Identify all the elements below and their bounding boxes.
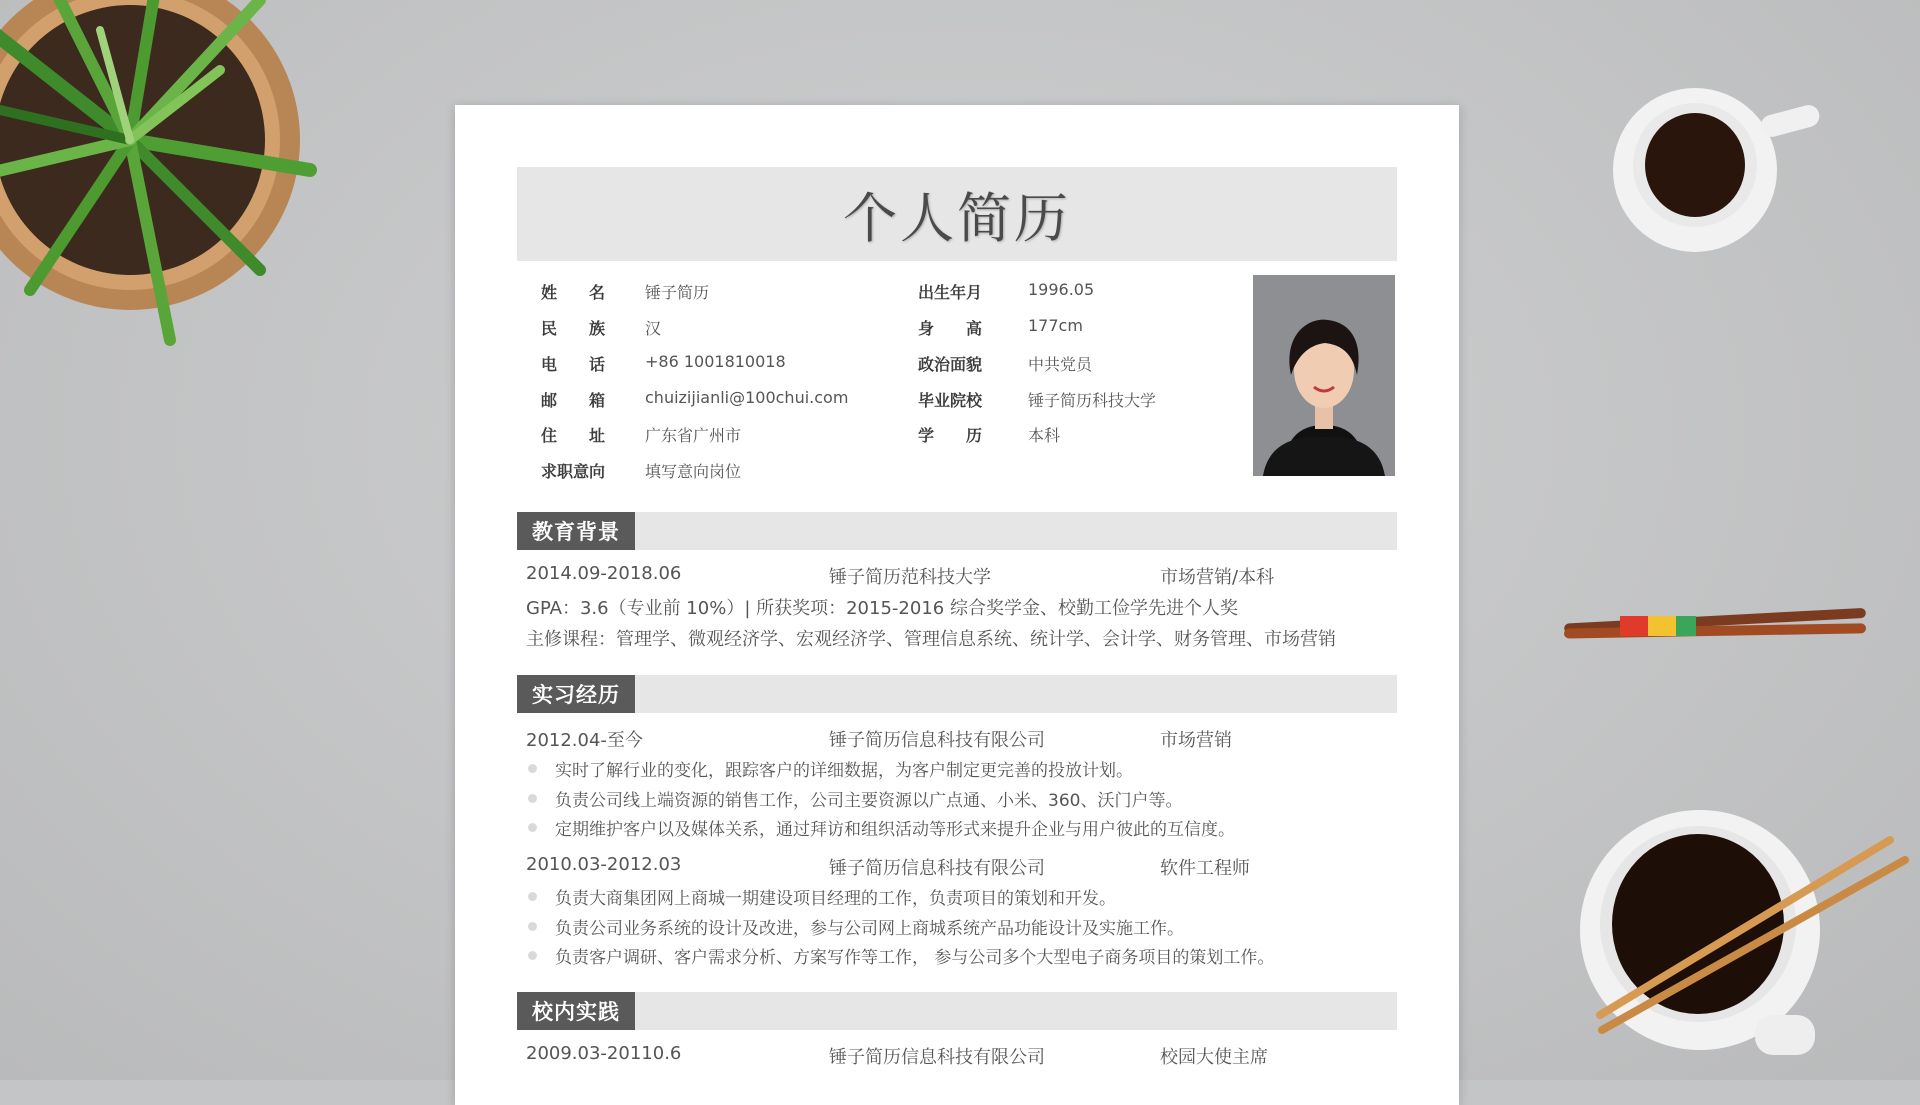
info-value: 填写意向岗位: [645, 462, 742, 481]
campus-company: 锤子简历信息科技有限公司: [829, 1047, 1045, 1068]
edu-major: 市场营销/本科: [1160, 567, 1275, 588]
info-value: 广东省广州市: [645, 426, 742, 445]
job-period: 2012.04-至今: [526, 730, 643, 751]
info-label: 电 话: [541, 355, 606, 374]
info-value: 1996.05: [1028, 280, 1095, 299]
bullet-dot: [528, 764, 537, 773]
info-value: 锤子简历: [645, 283, 710, 302]
info-label: 学 历: [918, 426, 983, 445]
job-bullet: 负责大商集团网上商城一期建设项目经理的工作，负责项目的策划和开发。: [555, 889, 1116, 909]
bullet-dot: [528, 823, 537, 832]
info-label: 住 址: [541, 426, 606, 445]
section-heading: 校内实践: [517, 992, 635, 1030]
section-internship: [517, 675, 1397, 713]
potted-plant-icon: [0, 0, 350, 360]
section-education: [517, 512, 1397, 550]
job-bullet: 负责客户调研、客户需求分析、方案写作等工作， 参与公司多个大型电子商务项目的策划工作。: [555, 948, 1275, 968]
section-heading: 教育背景: [517, 512, 635, 550]
portrait-icon: [1253, 275, 1395, 476]
bullet-dot: [528, 922, 537, 931]
job-bullet: 实时了解行业的变化，跟踪客户的详细数据，为客户制定更完善的投放计划。: [555, 761, 1133, 781]
info-value: 汉: [645, 319, 662, 338]
section-campus: [517, 992, 1397, 1030]
job-company: 锤子简历信息科技有限公司: [829, 858, 1045, 879]
info-value: chuizijianli@100chui.com: [645, 388, 849, 407]
title-band: [517, 167, 1397, 261]
section-heading: 实习经历: [517, 675, 635, 713]
job-bullet: 定期维护客户以及媒体关系，通过拜访和组织活动等形式来提升企业与用户彼此的互信度。: [555, 820, 1235, 840]
info-value: 锤子简历科技大学: [1028, 391, 1157, 410]
info-value: 本科: [1028, 426, 1061, 445]
info-label: 邮 箱: [541, 391, 606, 410]
chopsticks-icon: [1560, 590, 1880, 650]
edu-school: 锤子简历范科技大学: [829, 567, 991, 588]
campus-role: 校园大使主席: [1160, 1047, 1268, 1068]
bullet-dot: [528, 951, 537, 960]
info-label: 出生年月: [918, 283, 983, 302]
info-value: 中共党员: [1028, 355, 1093, 374]
job-bullet: 负责公司业务系统的设计及改进，参与公司网上商城系统产品功能设计及实施工作。: [555, 919, 1184, 939]
info-label: 民 族: [541, 319, 606, 338]
job-role: 软件工程师: [1160, 858, 1250, 879]
resume-title: 个人简历: [843, 186, 1071, 250]
info-label: 求职意向: [541, 462, 606, 481]
job-company: 锤子简历信息科技有限公司: [829, 730, 1045, 751]
edu-courses: 主修课程：管理学、微观经济学、宏观经济学、管理信息系统、统计学、会计学、财务管理、市场营销: [526, 629, 1336, 650]
edu-gpa: GPA：3.6（专业前 10%）| 所获奖项：2015-2016 综合奖学金、校勤工俭学先进个人奖: [526, 598, 1238, 619]
info-label: 姓 名: [541, 283, 606, 302]
edu-period: 2014.09-2018.06: [526, 563, 682, 584]
info-label: 政治面貌: [918, 355, 983, 374]
info-value: 177cm: [1028, 316, 1083, 335]
info-label: 身 高: [918, 319, 983, 338]
coffee-cup-icon: [1600, 80, 1830, 260]
bullet-dot: [528, 892, 537, 901]
profile-photo: [1253, 275, 1395, 476]
job-role: 市场营销: [1160, 730, 1232, 751]
info-value: +86 1001810018: [645, 352, 786, 371]
job-period: 2010.03-2012.03: [526, 854, 682, 875]
resume-paper: [455, 105, 1459, 1105]
info-label: 毕业院校: [918, 391, 983, 410]
coffee-cup-with-chopsticks-icon: [1580, 800, 1920, 1080]
bullet-dot: [528, 794, 537, 803]
job-bullet: 负责公司线上端资源的销售工作，公司主要资源以广点通、小米、360、沃门户等。: [555, 791, 1183, 811]
campus-period: 2009.03-20110.6: [526, 1043, 682, 1064]
